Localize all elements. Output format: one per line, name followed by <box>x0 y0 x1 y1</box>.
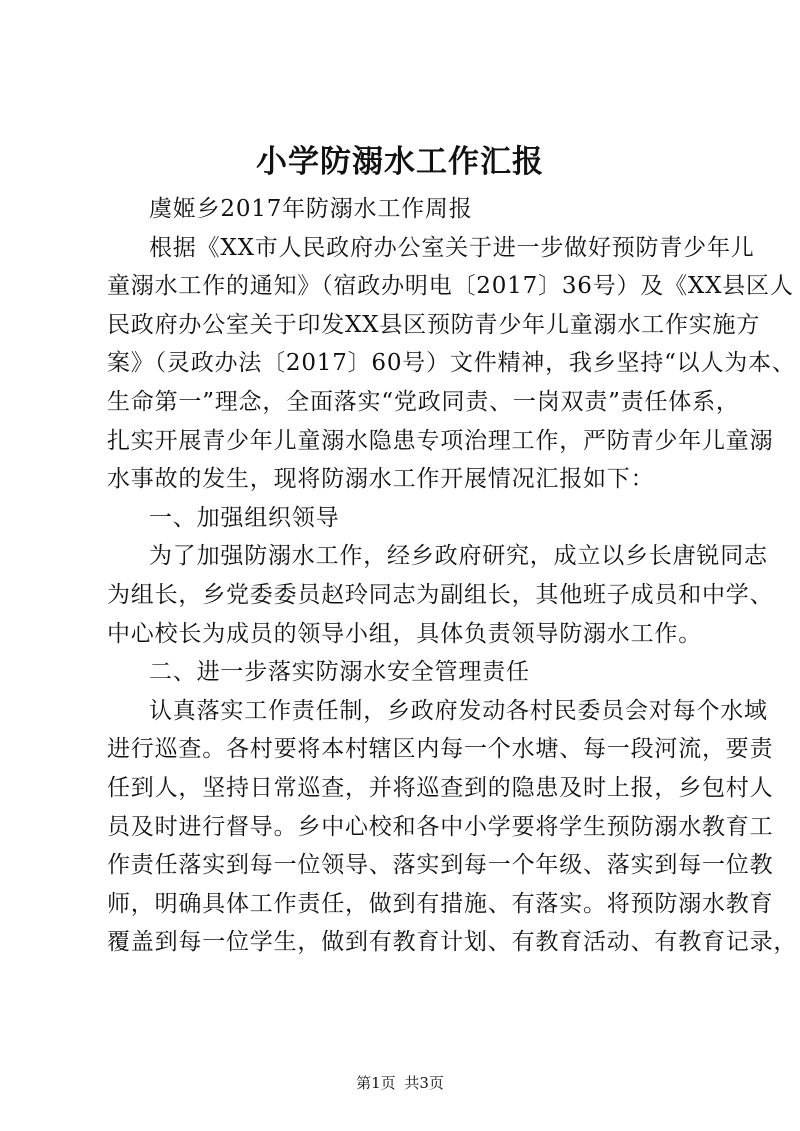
body-line: 覆盖到每一位学生，做到有教育计划、有教育活动、有教育记录， <box>107 929 798 956</box>
body-line: 为组长，乡党委委员赵玲同志为副组长，其他班子成员和中学、 <box>107 581 774 608</box>
document-title: 小学防溺水工作汇报 <box>256 144 544 180</box>
body-line: 虞姬乡2017年防溺水工作周报 <box>149 196 473 222</box>
body-line: 民政府办公室关于印发XX县区预防青少年儿童溺水工作实施方 <box>107 311 761 338</box>
document-body <box>107 190 798 962</box>
page-total: 共3页 <box>404 1074 444 1092</box>
body-line: 扎实开展青少年儿童溺水隐患专项治理工作，严防青少年儿童溺 <box>107 427 774 454</box>
body-line: 任到人，坚持日常巡查，并将巡查到的隐患及时上报，乡包村人 <box>107 774 774 801</box>
body-line: 作责任落实到每一位领导、落实到每一个年级、落实到每一位教 <box>107 852 774 879</box>
body-line: 案》（灵政办法〔2017〕60号）文件精神，我乡坚持“以人为本、 <box>107 350 796 377</box>
body-line: 根据《XX市人民政府办公室关于进一步做好预防青少年儿 <box>149 234 755 261</box>
page-footer <box>0 1072 800 1094</box>
body-line: 童溺水工作的通知》（宿政办明电〔2017〕36号）及《XX县区人 <box>107 273 794 300</box>
section-heading: 二、进一步落实防溺水安全管理责任 <box>149 659 530 686</box>
section-heading: 一、加强组织领导 <box>149 504 340 531</box>
body-line: 生命第一”理念，全面落实“党政同责、一岗双责”责任体系， <box>107 388 740 415</box>
body-line: 认真落实工作责任制，乡政府发动各村民委员会对每个水域 <box>149 697 768 724</box>
body-line: 为了加强防溺水工作，经乡政府研究，成立以乡长唐锐同志 <box>149 543 768 570</box>
body-line: 水事故的发生，现将防溺水工作开展情况汇报如下： <box>107 466 655 493</box>
body-line: 中心校长为成员的领导小组，具体负责领导防溺水工作。 <box>107 620 702 647</box>
body-line: 进行巡查。各村要将本村辖区内每一个水塘、每一段河流，要责 <box>107 736 774 763</box>
body-line: 员及时进行督导。乡中心校和各中小学要将学生预防溺水教育工 <box>107 813 774 840</box>
body-line: 师，明确具体工作责任，做到有措施、有落实。将预防溺水教育 <box>107 890 774 917</box>
page-number: 第1页 <box>356 1074 396 1092</box>
